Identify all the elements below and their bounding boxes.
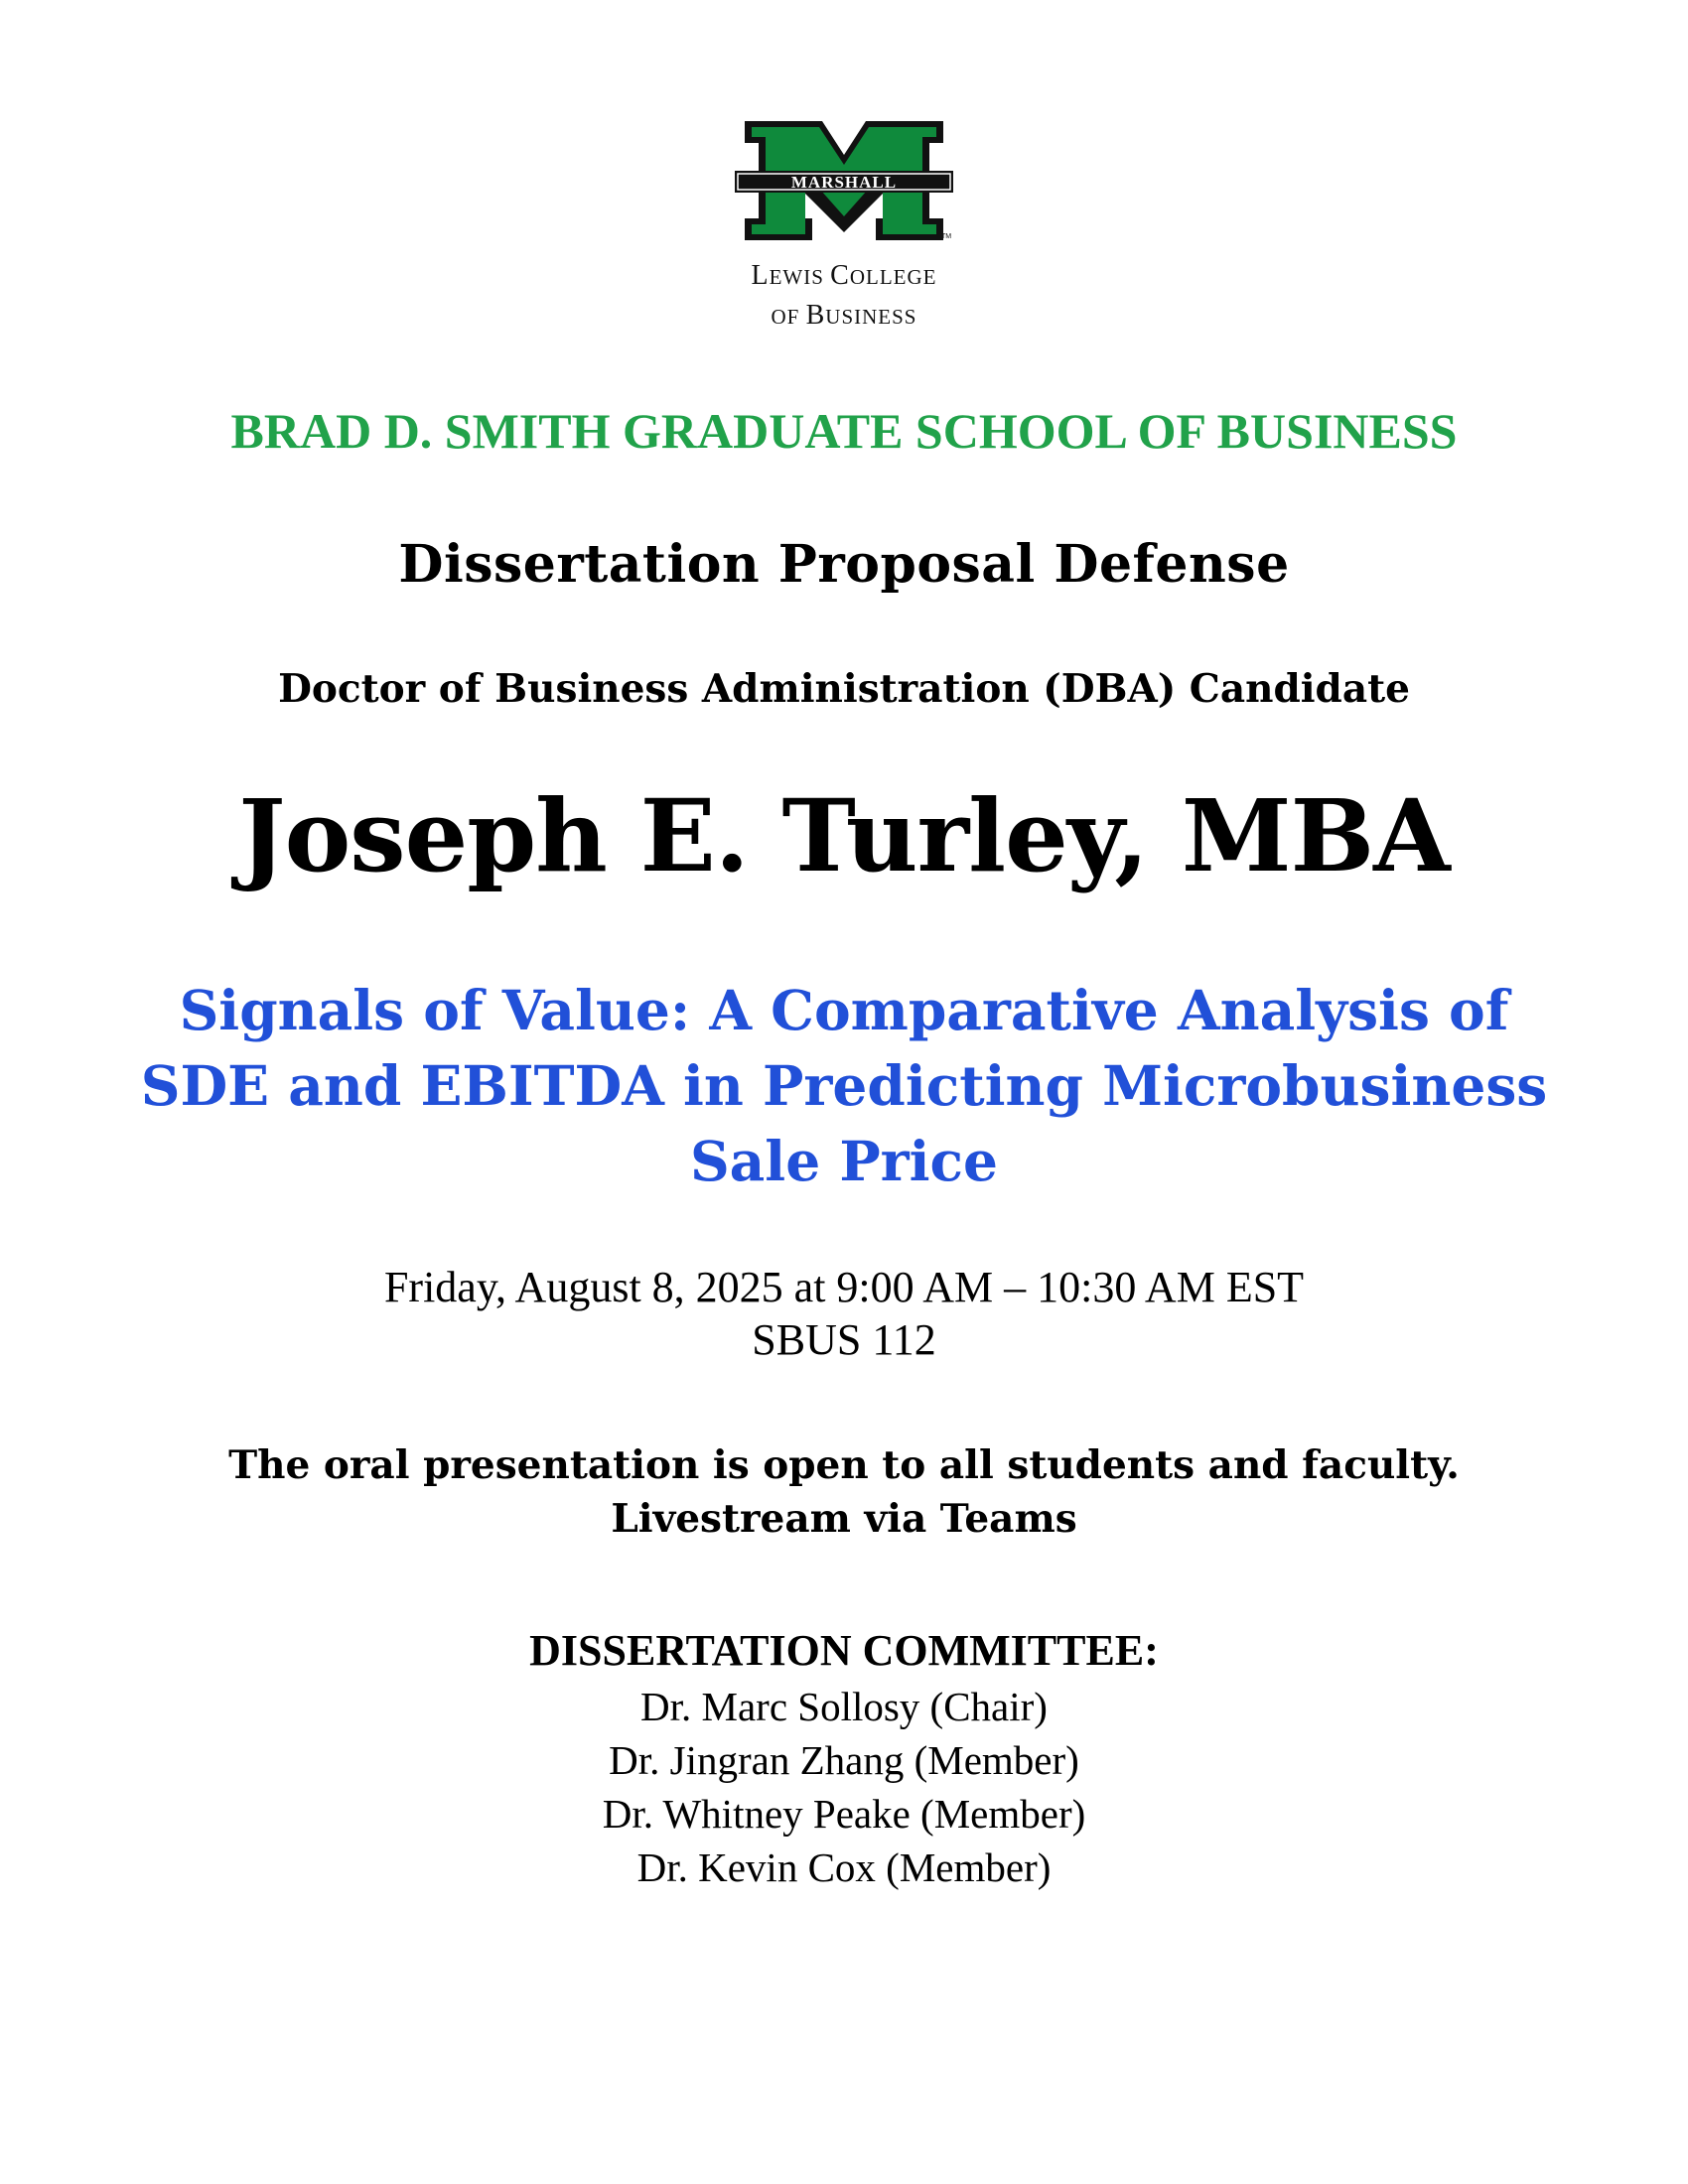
degree-line: Doctor of Business Administration (DBA) Candidate (278, 666, 1410, 712)
event-datetime: Friday, August 8, 2025 at 9:00 AM – 10:30 AM EST (383, 1263, 1305, 1311)
marshall-m-logo (735, 121, 953, 240)
logo-trademark: TM (940, 233, 952, 240)
committee-member: Dr. Marc Sollosy (Chair) (640, 1684, 1048, 1729)
open-notice: The oral presentation is open to all students and faculty. (228, 1442, 1460, 1488)
candidate-name: Joseph E. Turley, MBA (238, 777, 1450, 894)
event-type: Dissertation Proposal Defense (398, 534, 1290, 595)
dissertation-title (0, 973, 1688, 1199)
committee-heading: DISSERTATION COMMITTEE: (529, 1626, 1159, 1675)
logo-wordmark: MARSHALL (790, 173, 898, 192)
school-name: BRAD D. SMITH GRADUATE SCHOOL OF BUSINESS (230, 403, 1458, 459)
dissertation-title-line: SDE and EBITDA in Predicting Microbusiness (140, 1053, 1548, 1118)
dissertation-title-line: Signals of Value: A Comparative Analysis of (179, 978, 1509, 1042)
dissertation-title-line: Sale Price (689, 1129, 999, 1193)
event-location: SBUS 112 (752, 1315, 936, 1364)
marshall-m-logo-graphic (735, 121, 953, 240)
college-name-line2: OF BUSINESS (771, 300, 917, 331)
college-name-line1: LEWIS COLLEGE (751, 260, 937, 291)
committee-member: Dr. Kevin Cox (Member) (636, 1844, 1052, 1890)
committee-list (0, 1680, 1688, 1894)
committee-member: Dr. Whitney Peake (Member) (602, 1791, 1086, 1837)
committee-member: Dr. Jingran Zhang (Member) (609, 1737, 1079, 1783)
livestream-notice: Livestream via Teams (611, 1496, 1077, 1542)
